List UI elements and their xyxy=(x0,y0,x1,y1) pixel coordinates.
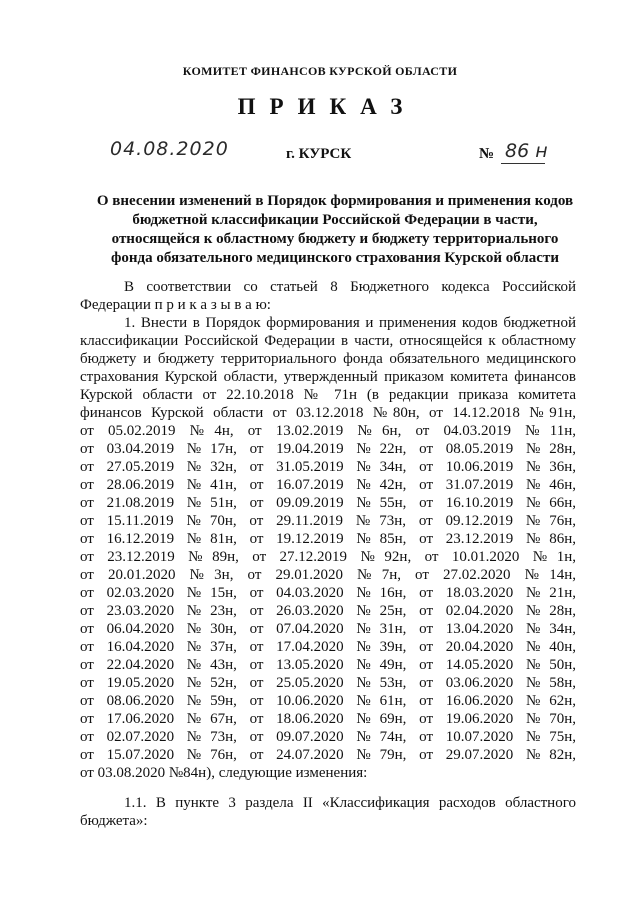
body-line: от 06.04.2020 №30н, от 07.04.2020 №31н, от 13.04.2020 №34н, xyxy=(80,621,576,637)
body-line: от 08.06.2020 №59н, от 10.06.2020 №61н, от 16.06.2020 №62н, xyxy=(80,693,576,709)
body-line: от 23.12.2019 №89н, от 27.12.2019 №92н, от 10.01.2020 №1н, xyxy=(80,549,576,565)
body-line: 1. Внести в Порядок формирования и применения кодов бюджетной xyxy=(124,315,576,331)
body-line: от 27.05.2019 №32н, от 31.05.2019 №34н, от 10.06.2019 №36н, xyxy=(80,459,576,475)
body-line: финансов Курской области от 03.12.2018 №80н, от 14.12.2018 №91н, xyxy=(80,405,576,421)
body-line: В соответствии со статьей 8 Бюджетного кодекса Российской xyxy=(124,279,576,295)
body-line: от 17.06.2020 №67н, от 18.06.2020 №69н, от 19.06.2020 №70н, xyxy=(80,711,576,727)
handwritten-date: 04.08.2020 xyxy=(110,138,229,160)
body-line: от 16.04.2020 №37н, от 17.04.2020 №39н, от 20.04.2020 №40н, xyxy=(80,639,576,655)
body-line: страхования Курской области, утвержденный приказом комитета финансов xyxy=(80,369,576,385)
body-line: от 22.04.2020 №43н, от 13.05.2020 №49н, от 14.05.2020 №50н, xyxy=(80,657,576,673)
document-type-heading: ПРИКАЗ xyxy=(237,94,417,119)
body-line: от 21.08.2019 №51н, от 09.09.2019 №55н, от 16.10.2019 №66н, xyxy=(80,495,576,511)
number-label: № xyxy=(479,146,495,162)
title-line: фонда обязательного медицинского страхования Курской области xyxy=(111,250,559,266)
body-line: от 03.04.2019 №17н, от 19.04.2019 №22н, от 08.05.2019 №28н, xyxy=(80,441,576,457)
body-line: от 28.06.2019 №41н, от 16.07.2019 №42н, от 31.07.2019 №46н, xyxy=(80,477,576,493)
city-label: г. КУРСК xyxy=(286,146,352,162)
body-line: бюджету и бюджету территориального фонда обязательного медицинского xyxy=(80,351,576,367)
body-line: Федерации п р и к а з ы в а ю: xyxy=(80,297,271,313)
subitem-line: бюджета»: xyxy=(80,813,148,829)
body-line: от 15.11.2019 №70н, от 29.11.2019 №73н, от 09.12.2019 №76н, xyxy=(80,513,576,529)
body-line: Курской области от 22.10.2018 № 71н (в редакции приказа комитета xyxy=(80,387,576,403)
title-line: бюджетной классификации Российской Федерации в части, xyxy=(132,212,538,228)
document-body xyxy=(80,278,576,830)
body-line: от 19.05.2020 №52н, от 25.05.2020 №53н, от 03.06.2020 №58н, xyxy=(80,675,576,691)
body-line: от 16.12.2019 №81н, от 19.12.2019 №85н, от 23.12.2019 №86н, xyxy=(80,531,576,547)
handwritten-number: 86 н xyxy=(505,140,548,162)
number-underline xyxy=(501,163,545,164)
body-line: от 02.07.2020 №73н, от 09.07.2020 №74н, от 10.07.2020 №75н, xyxy=(80,729,576,745)
body-line: от 15.07.2020 №76н, от 24.07.2020 №79н, от 29.07.2020 №82н, xyxy=(80,747,576,763)
subitem-line: 1.1. В пункте 3 раздела II «Классификация расходов областного xyxy=(124,795,576,811)
title-line: О внесении изменений в Порядок формирования и применения кодов xyxy=(96,193,574,209)
body-line: классификации Российской Федерации в части, относящейся к областному xyxy=(80,333,576,349)
committee-heading: КОМИТЕТ ФИНАНСОВ КУРСКОЙ ОБЛАСТИ xyxy=(182,64,458,78)
title-line: относящейся к областному бюджету и бюджету территориального xyxy=(111,231,559,247)
body-line: от 05.02.2019 №4н, от 13.02.2019 №6н, от 04.03.2019 №11н, xyxy=(80,423,576,439)
body-line: от 20.01.2020 №3н, от 29.01.2020 №7н, от 27.02.2020 №14н, xyxy=(80,567,576,583)
body-line: от 02.03.2020 №15н, от 04.03.2020 №16н, от 18.03.2020 №21н, xyxy=(80,585,576,601)
body-line: от 03.08.2020 №84н), следующие изменения: xyxy=(80,765,368,781)
body-line: от 23.03.2020 №23н, от 26.03.2020 №25н, от 02.04.2020 №28н, xyxy=(80,603,576,619)
document-title xyxy=(80,192,590,268)
